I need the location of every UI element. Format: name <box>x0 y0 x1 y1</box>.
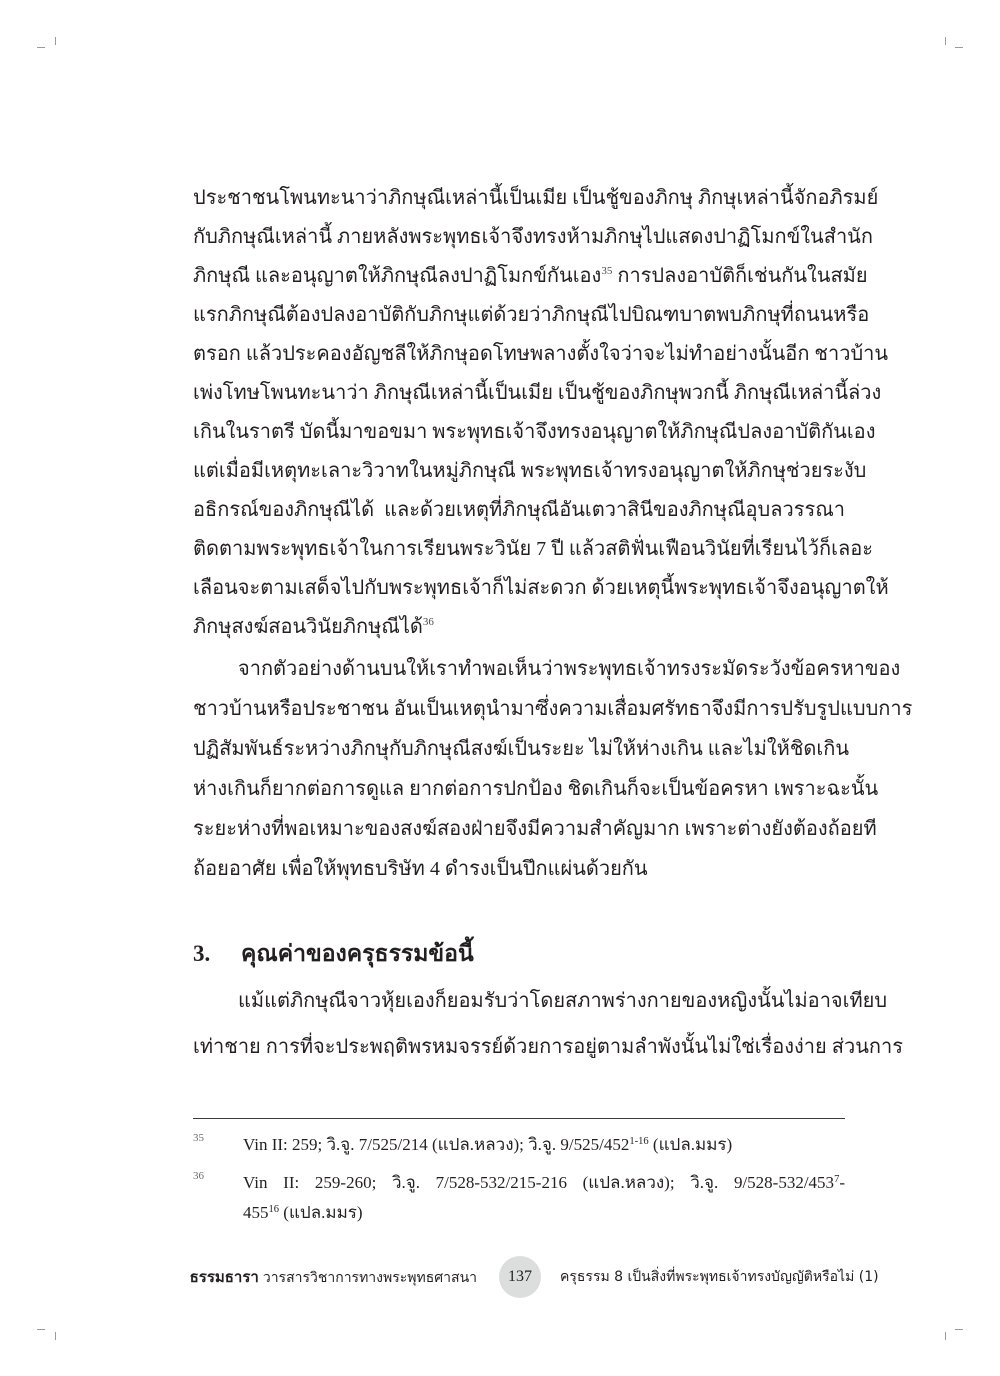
body-line: ชาวบ้านหรือประชาชน อันเป็นเหตุนำมาซึ่งความเสื่อมศรัทธาจึงมีการปรับรูปแบบการ <box>193 698 913 720</box>
body-line <box>193 608 845 647</box>
body-line: ห่างเกินก็ยากต่อการดูแล ยากต่อการปกป้อง ชิดเกินก็จะเป็นข้อครหา เพราะฉะนั้น <box>193 778 879 800</box>
body-line: ประชาชนโพนทะนาว่าภิกษุณีเหล่านี้เป็นเมีย เป็นชู้ของภิกษุ ภิกษุเหล่านี้จักอภิรมย์ <box>193 187 879 209</box>
footnote-text: (แปล.มมร) <box>279 1203 363 1222</box>
section-title: คุณค่าของครุธรรมข้อนี้ <box>241 941 474 966</box>
footnote-ref-35: 35 <box>601 265 613 278</box>
body-line: กับภิกษุณีเหล่านี้ ภายหลังพระพุทธเจ้าจึงทรงห้ามภิกษุไปแสดงปาฏิโมกข์ในสำนัก <box>193 226 873 248</box>
body-line: อธิกรณ์ของภิกษุณีได้ และด้วยเหตุที่ภิกษุณีอันเตวาสินีของภิกษุณีอุบลวรรณา <box>193 499 845 521</box>
body-line: แรกภิกษุณีต้องปลงอาบัติกับภิกษุแต่ด้วยว่าภิกษุณีไปบิณฑบาตพบภิกษุที่ถนนหรือ <box>193 304 870 326</box>
body-line: ระยะห่างที่พอเหมาะของสงฆ์สองฝ่ายจึงมีความสำคัญมาก เพราะต่างยังต้องถ้อยที <box>193 818 877 840</box>
footnote-divider <box>193 1118 845 1119</box>
crop-mark <box>55 37 56 45</box>
footer-journal <box>150 1266 477 1289</box>
page-number: 137 <box>508 1268 532 1285</box>
crop-mark <box>955 47 963 48</box>
paragraph-3 <box>193 978 903 1070</box>
body-line-text: ภิกษุณี และอนุญาตให้ภิกษุณีลงปาฏิโมกข์กันเอง <box>193 265 602 287</box>
crop-mark <box>945 1332 946 1340</box>
body-line: เพ่งโทษโพนทะนาว่า ภิกษุณีเหล่านี้เป็นเมีย เป็นชู้ของภิกษุพวกนี้ ภิกษุณีเหล่านี้ล่วง <box>193 382 882 404</box>
body-line: เลือนจะตามเสด็จไปกับพระพุทธเจ้าก็ไม่สะดวก ด้วยเหตุนี้พระพุทธเจ้าจึงอนุญาตให้ <box>193 577 889 599</box>
footnote-text: 455 <box>243 1203 269 1222</box>
footnote-text: - <box>839 1173 845 1192</box>
crop-mark <box>37 1329 45 1330</box>
section-number: 3. <box>193 941 211 966</box>
running-title: ครุธรรม 8 เป็นสิ่งที่พระพุทธเจ้าทรงบัญญัติหรือไม่ (1) <box>560 1269 879 1285</box>
body-line-text: ภิกษุสงฆ์สอนวินัยภิกษุณีได้ <box>193 616 423 638</box>
body-line: แม้แต่ภิกษุณีจาวหุ้ยเองก็ยอมรับว่าโดยสภาพร่างกายของหญิงนั้นไม่อาจเทียบ <box>238 990 888 1012</box>
body-line-text: การปลงอาบัติก็เช่นกันในสมัย <box>612 265 868 287</box>
footnote-superscript: 7 <box>834 1174 840 1186</box>
crop-mark <box>55 1332 56 1340</box>
footnote-35 <box>243 1130 845 1160</box>
footnote-text: (แปล.มมร) <box>648 1135 733 1154</box>
footnote-number: 35 <box>193 1132 204 1144</box>
body-line: เกินในราตรี บัดนี้มาขอขมา พระพุทธเจ้าจึงทรงอนุญาตให้ภิกษุณีปลงอาบัติกันเอง <box>193 421 876 443</box>
footnote-line <box>243 1198 845 1228</box>
page-number-badge <box>499 1256 541 1298</box>
footnote-line <box>243 1130 845 1160</box>
body-line: แต่เมื่อมีเหตุทะเลาะวิวาทในหมู่ภิกษุณี พระพุทธเจ้าทรงอนุญาตให้ภิกษุช่วยระงับ <box>193 460 867 482</box>
footnote-line <box>243 1168 845 1198</box>
body-line: จากตัวอย่างด้านบนให้เราทำพอเห็นว่าพระพุทธเจ้าทรงระมัดระวังข้อครหาของ <box>238 658 901 680</box>
journal-name: ธรรมธารา <box>189 1268 259 1286</box>
paragraph-1 <box>193 179 889 647</box>
paragraph-2 <box>193 649 913 889</box>
body-line: ปฏิสัมพันธ์ระหว่างภิกษุกับภิกษุณีสงฆ์เป็นระยะ ไม่ให้ห่างเกิน และไม่ให้ชิดเกิน <box>193 738 849 760</box>
footnote-number: 36 <box>193 1170 204 1182</box>
crop-mark <box>945 37 946 45</box>
body-line: ตรอก แล้วประคองอัญชลีให้ภิกษุอดโทษพลางตั้งใจว่าจะไม่ทำอย่างนั้นอีก ชาวบ้าน <box>193 343 889 365</box>
footnote-superscript: 16 <box>268 1204 280 1216</box>
crop-mark <box>37 47 45 48</box>
body-line <box>193 257 868 296</box>
body-line: เท่าชาย การที่จะประพฤติพรหมจรรย์ด้วยการอยู่ตามลำพังนั้นไม่ใช่เรื่องง่าย ส่วนการ <box>193 1036 903 1058</box>
footnote-superscript: 1-16 <box>629 1136 649 1148</box>
journal-subtitle: วารสารวิชาการทางพระพุทธศาสนา <box>262 1270 477 1286</box>
footnote-text: Vin II: 259; วิ.จู. 7/525/214 (แปล.หลวง); วิ.จู. 9/525/452 <box>243 1135 630 1154</box>
footnote-ref-36: 36 <box>422 616 434 629</box>
footnote-36 <box>243 1168 845 1228</box>
footnote-text: Vin II: 259-260; วิ.จู. 7/528-532/215-216 (แปล.หลวง); วิ.จู. 9/528-532/453 <box>243 1173 835 1192</box>
section-heading <box>193 934 845 974</box>
crop-mark <box>955 1329 963 1330</box>
body-line: ติดตามพระพุทธเจ้าในการเรียนพระวินัย 7 ปี แล้วสติฟั่นเฟือนวินัยที่เรียนไว้ก็เลอะ <box>193 538 873 560</box>
body-line: ถ้อยอาศัย เพื่อให้พุทธบริษัท 4 ดำรงเป็นปึกแผ่นด้วยกัน <box>193 858 648 880</box>
